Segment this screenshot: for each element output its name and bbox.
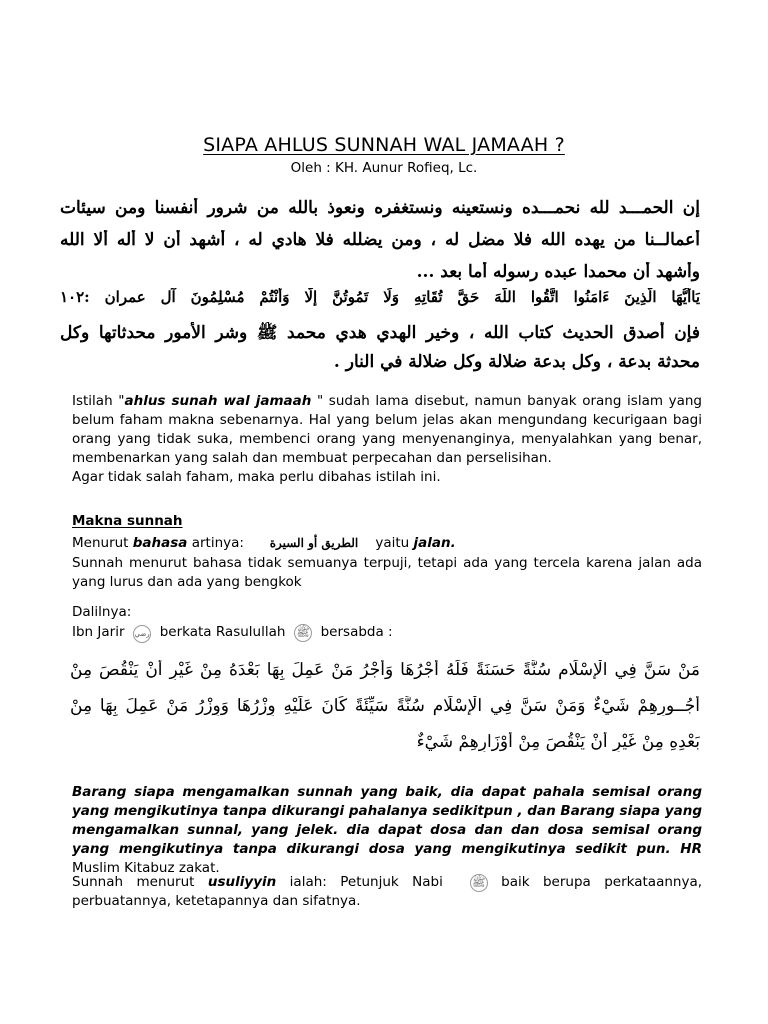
term-usuliyyin: usuliyyin <box>207 874 277 890</box>
khutbah-line-6: محدثة بدعة ، وكل بدعة ضلالة وكل ضلالة في النار . <box>333 352 700 372</box>
translation-source: Muslim Kitabuz zakat. <box>72 860 220 876</box>
khutbah-line-3: وأشهد أن محمدا عبده رسوله أما بعد ... <box>416 262 700 282</box>
sunnah-description: Sunnah menurut bahasa tidak semuanya terpuji, tetapi ada yang tercela karena jalan ada yang lurus dan ada yang bengkok <box>72 555 702 590</box>
radhiyallahu-icon: رضي <box>133 625 151 643</box>
salawat-icon: ﷺ <box>294 624 312 642</box>
hadith-line-3: بَعْدِهِ مِنْ غَيْرِ أَنْ يَنْقُصَ مِنْ أَوْزَارِهِمْ شَيْءٌ <box>416 732 700 752</box>
dalil-label: Dalilnya: <box>72 604 132 620</box>
bahasa-line: Menurut bahasa artinya: الطريق أو السيرة yaitu jalan. <box>72 535 456 551</box>
intro-paragraph-2: Agar tidak salah faham, maka perlu dibahas istilah ini. <box>72 469 441 485</box>
hadith-translation <box>72 783 702 878</box>
intro-paragraph: Istilah "ahlus sunah wal jamaah " sudah lama disebut, namun banyak orang islam yang belum faham makna sebenarnya. Hal yang belum jelas akan mengundang kecurigaan bagi orang yang tidak suka, membenci orang yang menyenanginya, menyalahkan yang benar, membenarkan yang salah dan membuat perpecahan dan perselisihan. <box>72 393 703 466</box>
khutbah-line-2: أعمالــنا من يهده الله فلا مضل له ، ومن يضلله فلا هادي له ، أشهد أن لا أله ألا الله <box>60 230 700 250</box>
translation-text: Barang siapa mengamalkan sunnah yang baik, dia dapat pahala semisal orang yang mengikutinya tanpa dikurangi pahalanya sedikitpun , dan Barang siapa yang mengamalkan sunnal, yang jelek. dia dapat dosa dan dan dosa semisal orang yang mengikutinya tanpa dikurangi dosa yang mengikutinya sedikit pun. HR <box>72 784 702 857</box>
intro-text <box>72 392 702 487</box>
section-heading-makna: Makna sunnah <box>72 513 183 529</box>
khutbah-line-5: فإن أصدق الحديث كتاب الله ، وخير الهدي هدي محمد ﷺ وشر الأمور محدثاتها وكل <box>60 323 700 343</box>
khutbah-ayah: يَاأَيُّهَا الَّذِينَ ءَامَنُوا اتَّقُوا اللَّهَ حَقَّ تُقَاتِهِ وَلَا تَمُوتُنَّ إِلَّا وَأَنْتُمْ مُسْلِمُونَ آل عمران :١٠٢ <box>60 288 700 306</box>
salawat-icon-2: ﷺ <box>470 874 488 892</box>
term-ahlus-sunah: ahlus sunah wal jamaah <box>124 393 312 409</box>
khutbah-line-1: إن الحمـــد لله نحمـــده ونستعينه ونستغفره ونعوذ بالله من شرور أنفسنا ومن سيئات <box>60 198 700 218</box>
hadith-line-2: أُجُــورِهِمْ شَيْءٌ وَمَنْ سَنَّ فِي الْإِسْلَامِ سُنَّةً سَيِّئَةً كَانَ عَلَيْهِ وِزْرُهَا وَوِزْرُ مَنْ عَمِلَ بِهَا مِنْ <box>70 696 700 716</box>
ibn-jarir-line: Ibn Jarir رضي berkata Rasulullah ﷺ bersabda : <box>72 624 393 643</box>
author-line: Oleh : KH. Aunur Rofieq, Lc. <box>290 160 478 176</box>
arabic-definition: الطريق أو السيرة <box>269 536 359 550</box>
hadith-line-1: مَنْ سَنَّ فِي الْإِسْلَامِ سُنَّةً حَسَنَةً فَلَهُ أَجْرُهَا وَأَجْرُ مَنْ عَمِلَ بِهَا بَعْدَهُ مِنْ غَيْرِ أَنْ يَنْقُصَ مِنْ <box>70 660 700 680</box>
page-title: SIAPA AHLUS SUNNAH WAL JAMAAH ? <box>203 134 565 156</box>
usul-definition: Sunnah menurut usuliyyin ialah: Petunjuk Nabi ﷺ baik berupa perkataannya, perbuatannya, ketetapannya dan sifatnya. <box>72 874 703 909</box>
